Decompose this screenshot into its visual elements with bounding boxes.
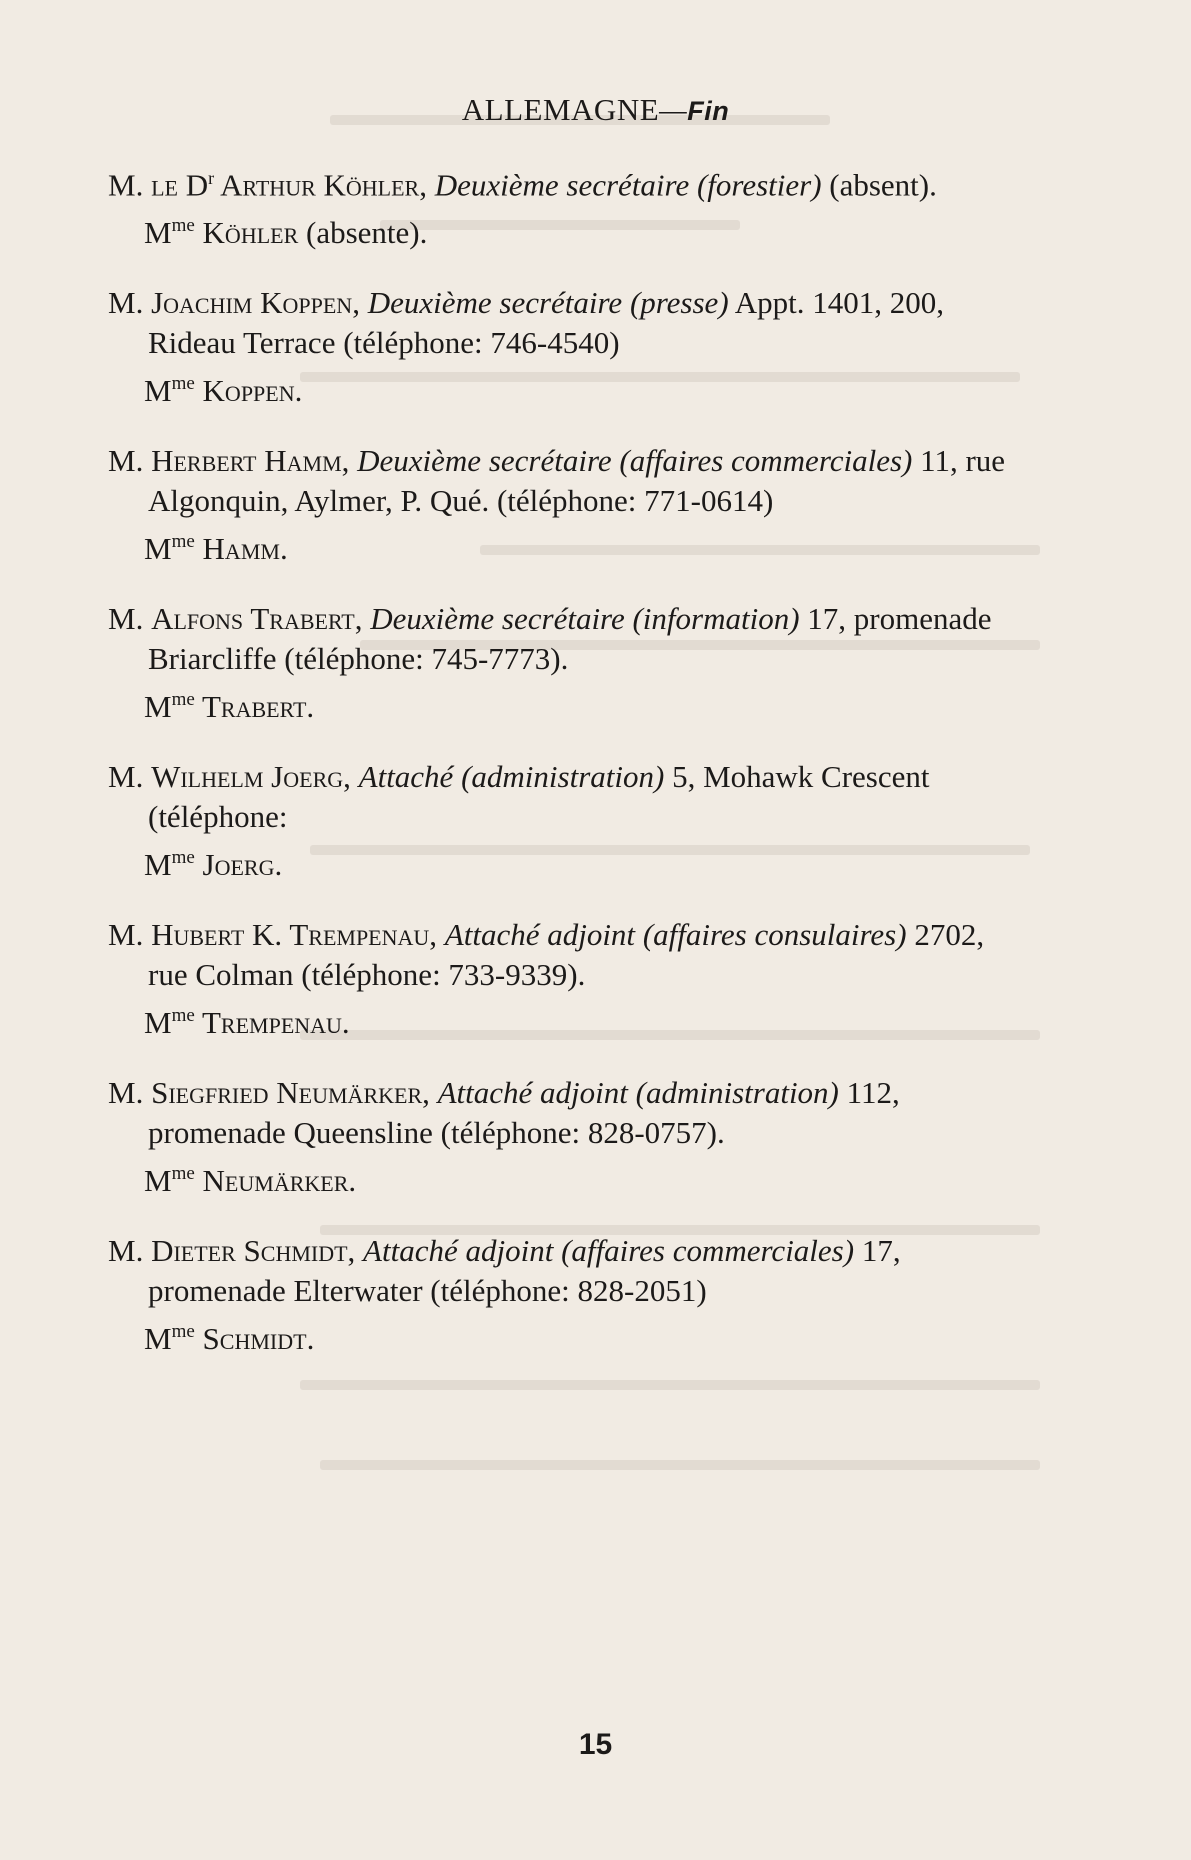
entry-comma: , — [347, 1233, 364, 1269]
entry-title: Attaché adjoint — [444, 917, 636, 953]
list-item — [108, 757, 1028, 885]
entry-prefix: M. — [108, 167, 152, 203]
spouse-prefix: M — [144, 1005, 172, 1041]
personnel-list — [108, 158, 1028, 1389]
entry-comma: , — [343, 759, 359, 795]
header-separator: — — [659, 92, 688, 127]
entry-comma: , — [352, 285, 368, 321]
spouse-line — [108, 1319, 1028, 1359]
entry-comma: , — [341, 443, 358, 479]
entry-prefix: M. — [108, 1233, 152, 1269]
spouse-prefix: M — [144, 1163, 172, 1199]
list-item — [108, 283, 1028, 411]
spouse-line — [108, 213, 1028, 253]
spouse-name: Koppen. — [194, 373, 303, 409]
spouse-prefix: M — [144, 215, 172, 251]
entry-address: 5, Mohawk Crescent (téléphone: — [148, 759, 930, 835]
spouse-prefix-sup: me — [171, 1163, 195, 1185]
entry-comma: , — [419, 167, 435, 203]
entry-prefix: M. — [108, 917, 152, 953]
spouse-prefix-sup: me — [171, 1321, 195, 1343]
entry-detail: (forestier) — [689, 167, 822, 203]
list-item — [108, 1073, 1028, 1201]
spouse-note: (absente). — [298, 215, 428, 251]
entry-name: Wilhelm Joerg — [151, 759, 344, 795]
entry-address: 11, rue Algonquin, Aylmer, P. Qué. (téléphone: 771-0614) — [148, 443, 1006, 519]
page-number: 15 — [578, 1728, 613, 1761]
section-header — [0, 92, 1191, 128]
spouse-line — [108, 1003, 1028, 1043]
entry-prefix: M. — [108, 285, 152, 321]
entry-text — [108, 599, 1028, 679]
spouse-line — [108, 1161, 1028, 1201]
entry-detail: (presse) — [622, 285, 729, 321]
entry-title: Attaché adjoint — [363, 1233, 554, 1269]
entry-detail: (affaires commerciales) — [611, 443, 913, 479]
spouse-line — [108, 529, 1028, 569]
spouse-name: Köhler — [194, 215, 299, 251]
entry-address: Appt. 1401, 200, Rideau Terrace (téléphone: 746-4540) — [148, 285, 944, 361]
entry-text — [108, 1073, 1028, 1153]
spouse-prefix-sup: me — [171, 1005, 195, 1027]
entry-name: Alfons Trabert — [151, 601, 355, 637]
entry-title: Attaché — [358, 759, 454, 795]
entry-prefix: M. — [108, 759, 152, 795]
spouse-prefix: M — [144, 373, 172, 409]
entry-title: Deuxième secrétaire — [434, 167, 690, 203]
entry-detail: (information) — [624, 601, 800, 637]
list-item — [108, 441, 1028, 569]
entry-detail: (administration) — [627, 1075, 839, 1111]
entry-detail: (administration) — [453, 759, 665, 795]
entry-title: Deuxième secrétaire — [357, 443, 612, 479]
entry-text — [108, 757, 1028, 837]
entry-address: (absent). — [821, 167, 937, 203]
spouse-name: Schmidt. — [194, 1321, 315, 1357]
spouse-prefix-sup: me — [171, 689, 195, 711]
entry-name: Dieter Schmidt — [151, 1233, 348, 1269]
entry-honorific: le D — [151, 167, 209, 203]
spouse-name: Trabert. — [194, 689, 315, 725]
spouse-prefix-sup: me — [171, 215, 195, 237]
spouse-prefix: M — [144, 1321, 172, 1357]
list-item — [108, 915, 1028, 1043]
entry-detail: (affaires commerciales) — [553, 1233, 855, 1269]
entry-address: 17, promenade Briarcliffe (téléphone: 745-7773). — [148, 601, 992, 677]
entry-text — [108, 158, 1028, 205]
entry-text — [108, 441, 1028, 521]
entry-title: Attaché adjoint — [437, 1075, 628, 1111]
spouse-line — [108, 371, 1028, 411]
entry-comma: , — [354, 601, 371, 637]
entry-title: Deuxième secrétaire — [367, 285, 623, 321]
spouse-line — [108, 687, 1028, 727]
entry-name: Siegfried Neumärker — [151, 1075, 423, 1111]
entry-text — [108, 283, 1028, 363]
entry-honorific-sup: r — [208, 168, 215, 188]
list-item — [108, 1231, 1028, 1359]
spouse-prefix: M — [144, 847, 172, 883]
entry-address: 112, promenade Queensline (téléphone: 828-0757). — [148, 1075, 900, 1151]
entry-comma: , — [429, 917, 445, 953]
spouse-name: Joerg. — [194, 847, 283, 883]
entry-prefix: M. — [108, 1075, 152, 1111]
spouse-name: Hamm. — [194, 531, 288, 567]
entry-comma: , — [422, 1075, 438, 1111]
spouse-prefix-sup: me — [171, 531, 195, 553]
entry-name: Hubert K. Trempenau — [151, 917, 430, 953]
entry-address: 17, promenade Elterwater (téléphone: 828-2051) — [148, 1233, 901, 1309]
country-heading: ALLEMAGNE — [461, 92, 660, 127]
header-suffix: Fin — [687, 96, 730, 126]
entry-detail: (affaires consulaires) — [635, 917, 907, 953]
spouse-prefix-sup: me — [171, 847, 195, 869]
entry-name: Herbert Hamm — [151, 443, 342, 479]
spouse-name: Neumärker. — [194, 1163, 357, 1199]
spouse-prefix: M — [144, 531, 172, 567]
entry-name: Joachim Koppen — [151, 285, 353, 321]
list-item — [108, 158, 1028, 253]
spouse-prefix: M — [144, 689, 172, 725]
entry-prefix: M. — [108, 443, 152, 479]
spouse-line — [108, 845, 1028, 885]
list-item — [108, 599, 1028, 727]
entry-address: 2702, rue Colman (téléphone: 733-9339). — [148, 917, 985, 993]
spouse-name: Trempenau. — [194, 1005, 350, 1041]
entry-text — [108, 915, 1028, 995]
entry-title: Deuxième secrétaire — [370, 601, 625, 637]
spouse-prefix-sup: me — [171, 373, 195, 395]
entry-text — [108, 1231, 1028, 1311]
entry-name: Arthur Köhler — [214, 167, 420, 203]
entry-prefix: M. — [108, 601, 152, 637]
